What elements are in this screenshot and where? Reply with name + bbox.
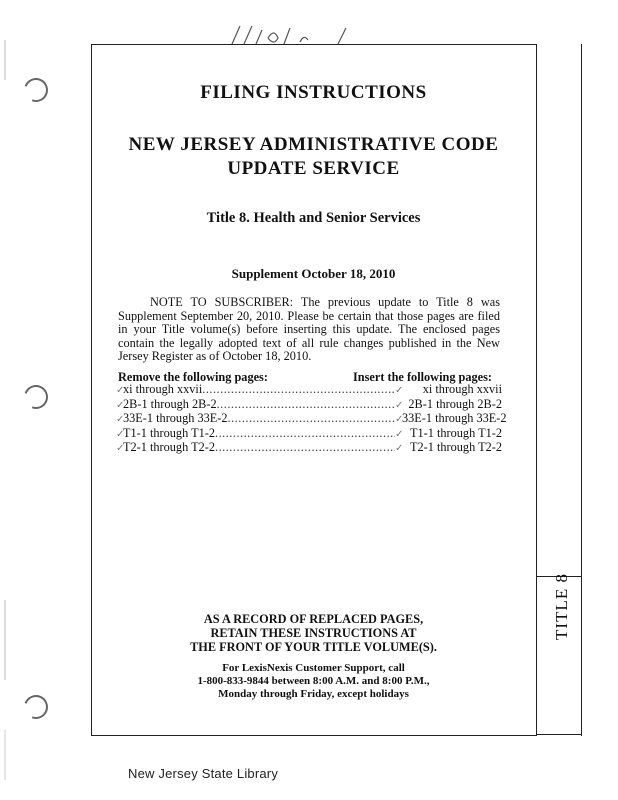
checkmark-icon: ✓	[116, 443, 125, 454]
remove-pages: T2-1 through T2-2	[123, 440, 215, 454]
support-line1: For LexisNexis Customer Support, call	[222, 662, 405, 674]
insert-pages: 2B-1 through 2B-2	[408, 396, 502, 411]
record-line3: THE FRONT OF YOUR TITLE VOLUME(S).	[190, 640, 437, 654]
insert-pages: 33E-1 through 33E-2	[402, 411, 507, 425]
page-title: FILING INSTRUCTIONS	[200, 82, 427, 103]
binder-hole-bottom	[20, 691, 52, 723]
remove-pages: xi through xxvii	[123, 382, 203, 396]
page-row	[116, 398, 502, 413]
record-line2: RETAIN THESE INSTRUCTIONS AT	[210, 626, 417, 640]
checkmark-icon: ✓	[116, 399, 125, 411]
checkmark-icon: ✓	[116, 414, 125, 425]
page-row	[116, 441, 502, 456]
code-title	[91, 133, 536, 181]
binder-hole-top	[20, 74, 52, 106]
remove-pages: 2B-1 through 2B-2	[123, 396, 217, 411]
checkmark-icon: ✓	[395, 385, 404, 396]
support-hours: Monday through Friday, except holidays	[218, 688, 409, 700]
insert-pages: xi through xxvii	[422, 382, 502, 396]
svg-text:11/18/: 11/18/	[228, 22, 231, 23]
insert-pages: T1-1 through T1-2	[410, 425, 502, 440]
record-instructions	[91, 612, 536, 654]
leader-dots	[228, 412, 395, 425]
insert-pages: T2-1 through T2-2	[410, 440, 502, 454]
remove-header: Remove the following pages:	[118, 370, 268, 384]
code-title-line2: UPDATE SERVICE	[227, 158, 400, 179]
leader-dots	[217, 398, 395, 411]
title-name: Title 8. Health and Senior Services	[206, 210, 421, 226]
remove-pages: T1-1 through T1-2	[123, 425, 215, 440]
customer-support	[91, 662, 536, 701]
subscriber-note: NOTE TO SUBSCRIBER: The previous update to Title 8 was Supplement September 20, 2010. Please be certain that those pages are filed in your Title volume(s) before inserting this update. The enclosed pages contain the legally adopted text of all rule changes published in the New Jersey Register as of October 18, 2010.	[118, 295, 500, 363]
record-line1: AS A RECORD OF REPLACED PAGES,	[203, 612, 424, 626]
leader-dots	[202, 383, 395, 396]
remove-pages: 33E-1 through 33E-2	[123, 411, 228, 425]
code-title-line1: NEW JERSEY ADMINISTRATIVE CODE	[128, 134, 499, 155]
checkmark-icon: ✓	[395, 428, 404, 440]
page-list	[116, 382, 507, 456]
insert-header: Insert the following pages:	[353, 370, 493, 384]
scan-edge-marks	[3, 40, 9, 780]
page-row	[116, 427, 502, 442]
library-stamp: New Jersey State Library	[128, 766, 279, 781]
page-row	[116, 411, 507, 427]
leader-dots	[215, 441, 395, 454]
title-tab-label: TITLE 8	[552, 573, 571, 640]
checkmark-icon: ✓	[395, 443, 404, 454]
page-row	[116, 383, 502, 398]
checkmark-icon: ✓	[395, 399, 404, 411]
support-phone: 1-800-833-9844 between 8:00 A.M. and 8:00 P.M.,	[197, 675, 430, 687]
supplement-date: Supplement October 18, 2010	[231, 266, 396, 281]
tab-divider-bottom	[537, 734, 581, 735]
binder-hole-middle	[20, 381, 52, 413]
checkmark-icon: ✓	[395, 414, 404, 425]
checkmark-icon: ✓	[116, 385, 125, 396]
leader-dots	[215, 427, 395, 440]
checkmark-icon: ✓	[116, 428, 125, 440]
